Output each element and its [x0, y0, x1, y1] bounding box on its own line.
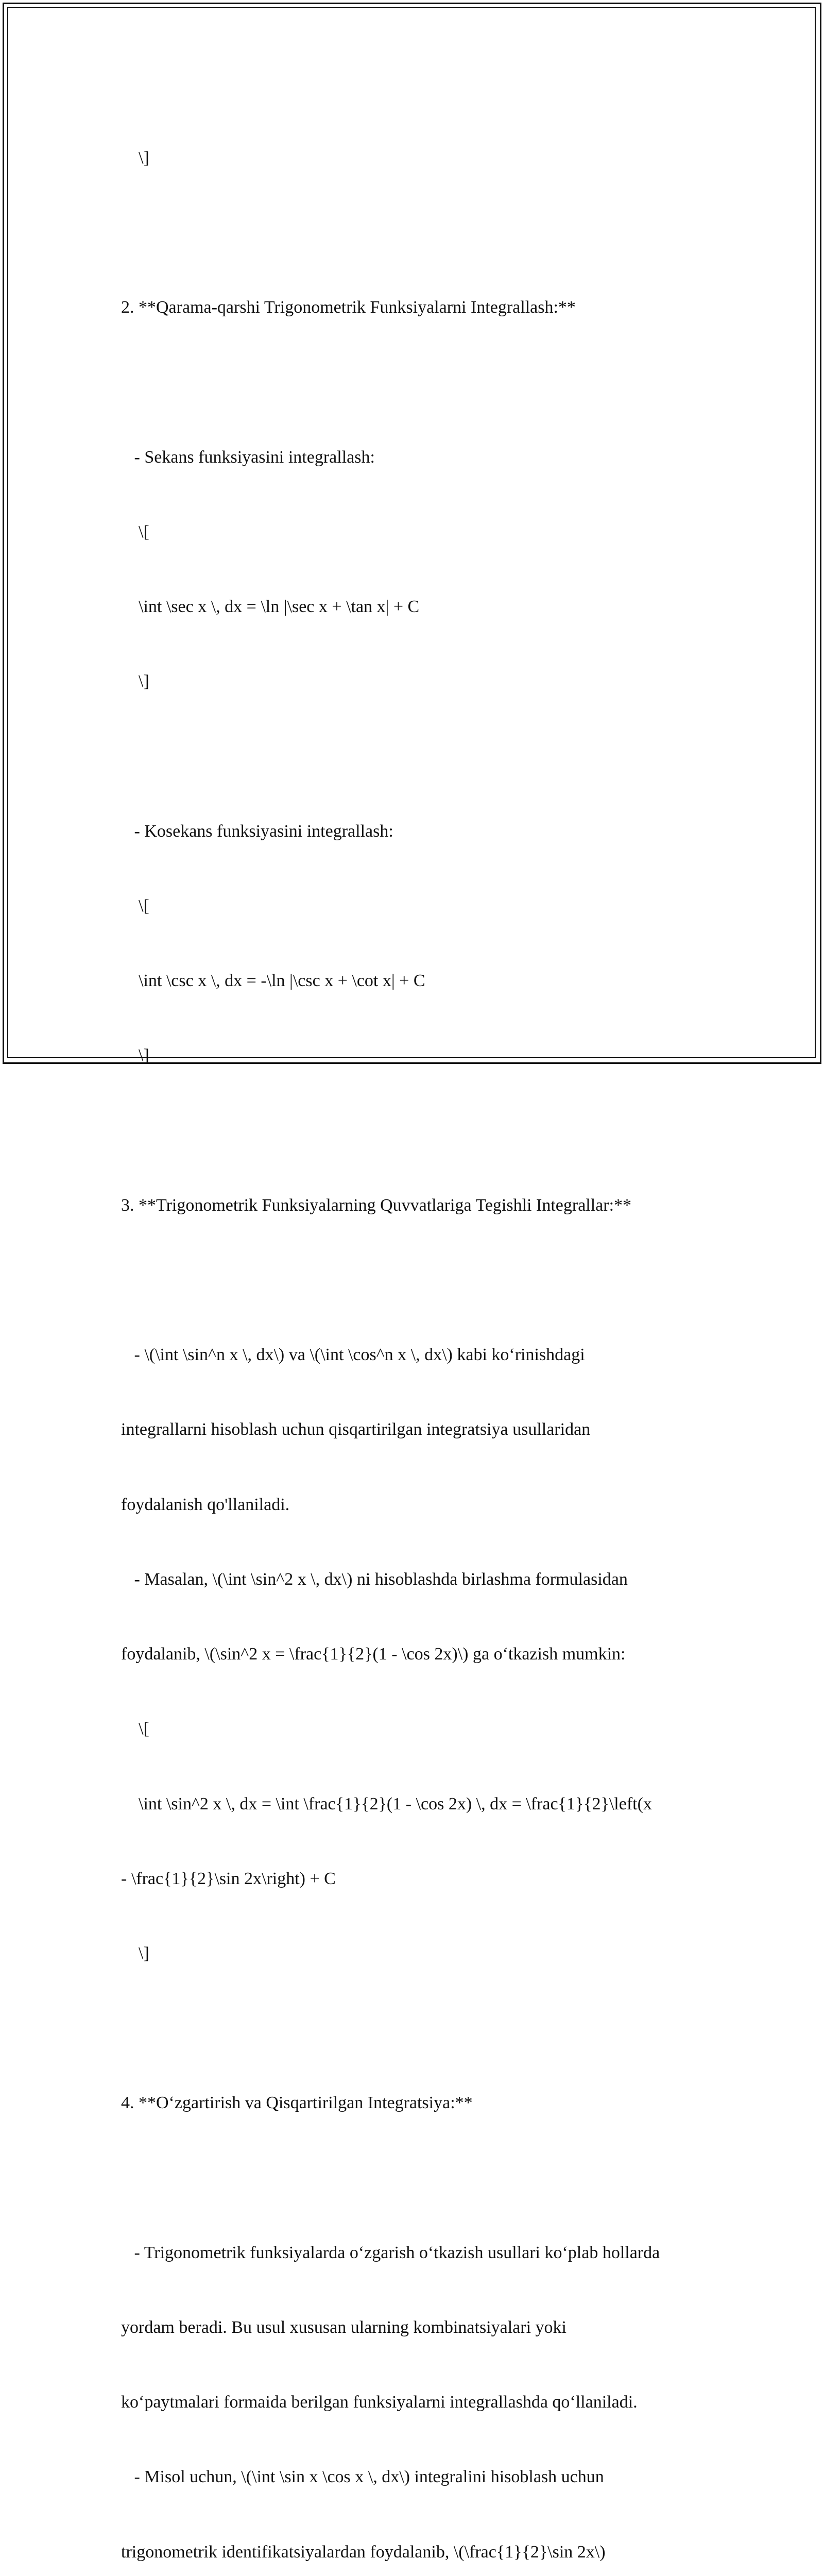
text-line: \] [121, 148, 149, 167]
blank-line [121, 2166, 713, 2191]
formula-line: \] [121, 1943, 149, 1963]
text-line: yordam beradi. Bu usul xususan ularning kombinatsiyalari yoki [121, 2318, 566, 2337]
blank-line [121, 744, 713, 769]
text-line: integrallarni hisoblash uchun qisqartirilgan integratsiya usullaridan [121, 1420, 591, 1439]
text-line: - Trigonometrik funksiyalarda oʻzgarish oʻtkazish usullari koʻplab hollarda [121, 2243, 660, 2262]
text-line: - Sekans funksiyasini integrallash: [121, 447, 375, 467]
text-line: - \(\int \sin^n x \, dx\) va \(\int \cos^n x \, dx\) kabi koʻrinishdagi [121, 1345, 585, 1365]
formula-line: \int \sec x \, dx = \ln |\sec x + \tan x| + C [121, 597, 420, 617]
formula-line: \] [121, 1046, 149, 1065]
section-heading-2: 2. **Qarama-qarshi Trigonometrik Funksiyalarni Integrallash:** [121, 298, 576, 317]
blank-line [121, 1118, 713, 1143]
section-heading-3: 3. **Trigonometrik Funksiyalarning Quvvatlariga Tegishli Integrallar:** [121, 1195, 632, 1215]
text-line: koʻpaytmalari formaida berilgan funksiyalarni integrallashda qoʻllaniladi. [121, 2393, 638, 2412]
section-heading-4: 4. **Oʻzgartirish va Qisqartirilgan Integratsiya:** [121, 2093, 473, 2113]
document-body [121, 96, 713, 2576]
formula-line: \int \sin^2 x \, dx = \int \frac{1}{2}(1 - \cos 2x) \, dx = \frac{1}{2}\left(x [121, 1794, 652, 1814]
formula-line: \int \csc x \, dx = -\ln |\csc x + \cot x| + C [121, 971, 425, 991]
text-line: trigonometrik identifikatsiyalardan foydalanib, \(\frac{1}{2}\sin 2x\) [121, 2542, 606, 2562]
text-line: foydalanib, \(\sin^2 x = \frac{1}{2}(1 - \cos 2x)\) ga oʻtkazish mumkin: [121, 1645, 626, 1664]
formula-line: \[ [121, 896, 149, 916]
formula-line: \[ [121, 1719, 149, 1739]
text-line: foydalanish qo'llaniladi. [121, 1495, 290, 1514]
blank-line [121, 2016, 713, 2041]
blank-line [121, 1268, 713, 1293]
text-line: - Masalan, \(\int \sin^2 x \, dx\) ni hisoblashda birlashma formulasidan [121, 1569, 628, 1589]
formula-line: \[ [121, 522, 149, 541]
blank-line [121, 370, 713, 395]
text-line: - Kosekans funksiyasini integrallash: [121, 821, 393, 841]
formula-line: - \frac{1}{2}\sin 2x\right) + C [121, 1869, 336, 1888]
blank-line [121, 221, 713, 245]
formula-line: \] [121, 672, 149, 691]
text-line: - Misol uchun, \(\int \sin x \cos x \, dx\) integralini hisoblash uchun [121, 2467, 604, 2487]
